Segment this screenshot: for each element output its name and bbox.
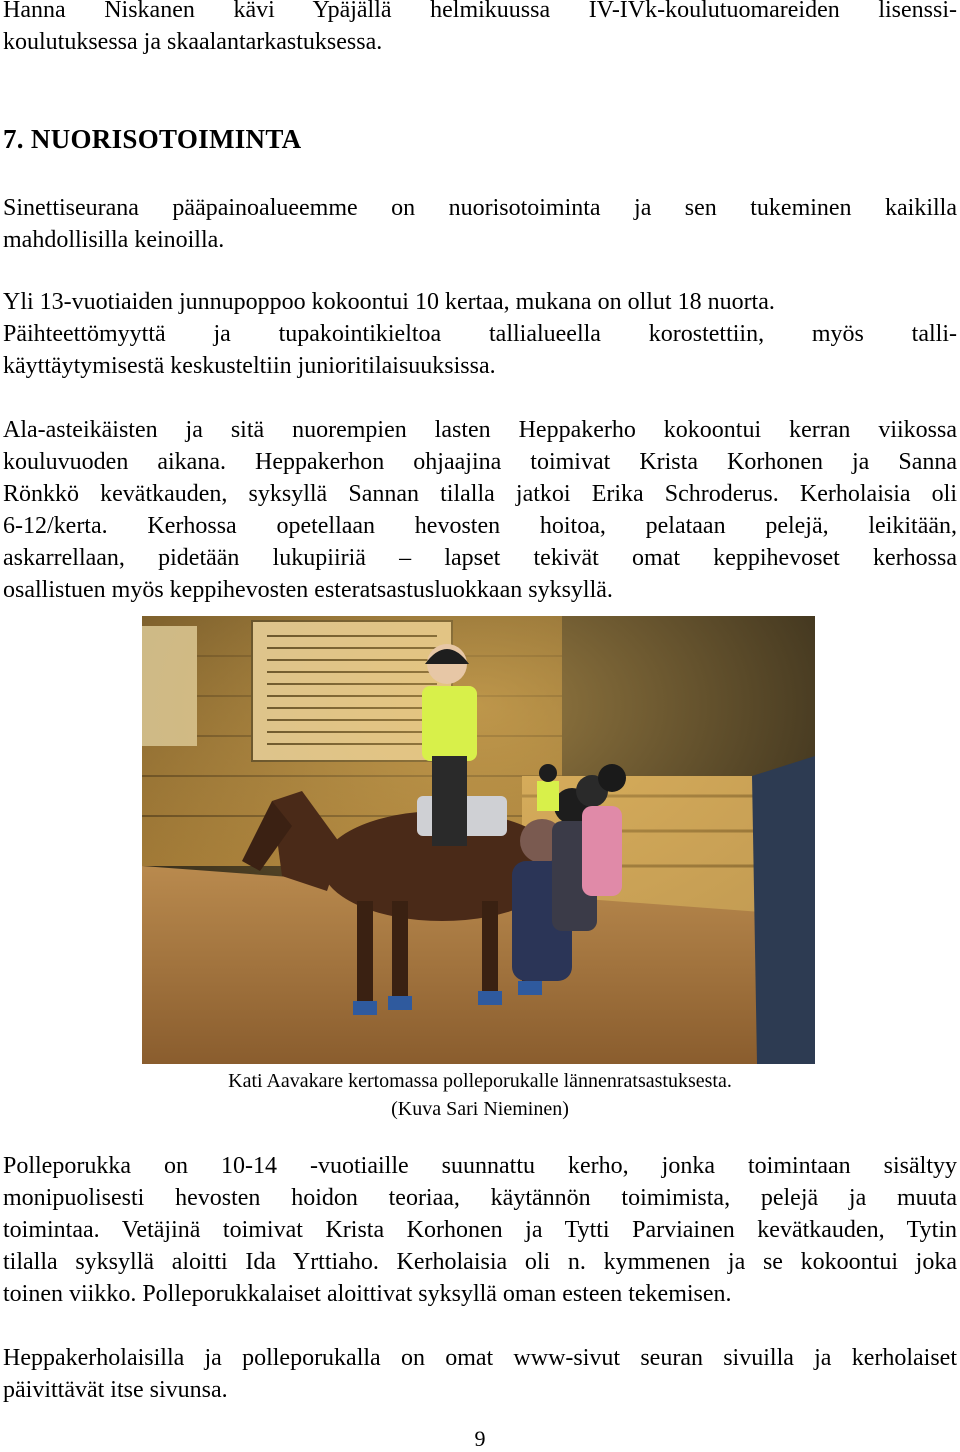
- paragraph-www-sivut: [3, 1342, 957, 1406]
- text-line: Heppakerholaisilla ja polleporukalla on omat www-sivut seuran sivuilla ja kerholaiset: [3, 1345, 957, 1371]
- text-line: Sinettiseurana pääpainoalueemme on nuorisotoiminta ja sen tukeminen kaikilla: [3, 195, 957, 221]
- text-line: kouluvuoden aikana. Heppakerhon ohjaajina toimivat Krista Korhonen ja Sanna: [3, 449, 957, 475]
- text-line: Yli 13-vuotiaiden junnupoppoo kokoontui 10 kertaa, mukana on ollut 18 nuorta.: [3, 289, 775, 315]
- text-line: Ala-asteikäisten ja sitä nuorempien lasten Heppakerho kokoontui kerran viikossa: [3, 417, 957, 443]
- section-heading: 7. NUORISOTOIMINTA: [3, 124, 302, 154]
- text-line: tilalla syksyllä aloitti Ida Yrttiaho. Kerholaisia oli n. kymmenen ja se kokoontui joka: [3, 1249, 957, 1275]
- text-line: askarrellaan, pidetään lukupiiriä – lapset tekivät omat keppihevoset kerhossa: [3, 545, 957, 571]
- text-line: osallistuen myös keppihevosten esteratsastusluokkaan syksyllä.: [3, 577, 613, 603]
- paragraph-heppakerho: [3, 414, 957, 606]
- text-line: Rönkkö kevätkauden, syksyllä Sannan tilalla jatkoi Erika Schroderus. Kerholaisia oli: [3, 481, 957, 507]
- paragraph-sinettiseura: [3, 192, 957, 256]
- paragraph-polleporukka: [3, 1150, 957, 1310]
- intro-paragraph: [3, 0, 957, 58]
- text-line: toimintaa. Vetäjinä toimivat Krista Korhonen ja Tytti Parviainen kevätkauden, Tytin: [3, 1217, 957, 1243]
- text-line: koulutuksessa ja skaalantarkastuksessa.: [3, 29, 383, 55]
- text-line: Hanna Niskanen kävi Ypäjällä helmikuussa IV-IVk-koulutuomareiden lisenssi-: [3, 0, 957, 23]
- photo-caption: Kati Aavakare kertomassa polleporukalle lännenratsastuksesta.: [228, 1070, 732, 1092]
- riding-hall-photo: [142, 616, 815, 1064]
- text-line: monipuolisesti hevosten hoidon teoriaa, käytännön toimimista, pelejä ja muuta: [3, 1185, 957, 1211]
- paragraph-junnupoppoo: [3, 286, 957, 382]
- text-line: 6-12/kerta. Kerhossa opetellaan hevosten hoitoa, pelataan pelejä, leikitään,: [3, 513, 957, 539]
- photo-credit: (Kuva Sari Nieminen): [391, 1098, 569, 1120]
- text-line: Polleporukka on 10-14 -vuotiaille suunnattu kerho, jonka toimintaan sisältyy: [3, 1153, 957, 1179]
- text-line: toinen viikko. Polleporukkalaiset aloittivat syksyllä oman esteen tekemisen.: [3, 1281, 732, 1307]
- text-line: Päihteettömyyttä ja tupakointikieltoa tallialueella korostettiin, myös talli-: [3, 321, 957, 347]
- text-line: käyttäytymisestä keskusteltiin junioritilaisuuksissa.: [3, 353, 496, 379]
- page-number: 9: [474, 1426, 486, 1451]
- text-line: mahdollisilla keinoilla.: [3, 227, 225, 253]
- text-line: päivittävät itse sivunsa.: [3, 1377, 228, 1403]
